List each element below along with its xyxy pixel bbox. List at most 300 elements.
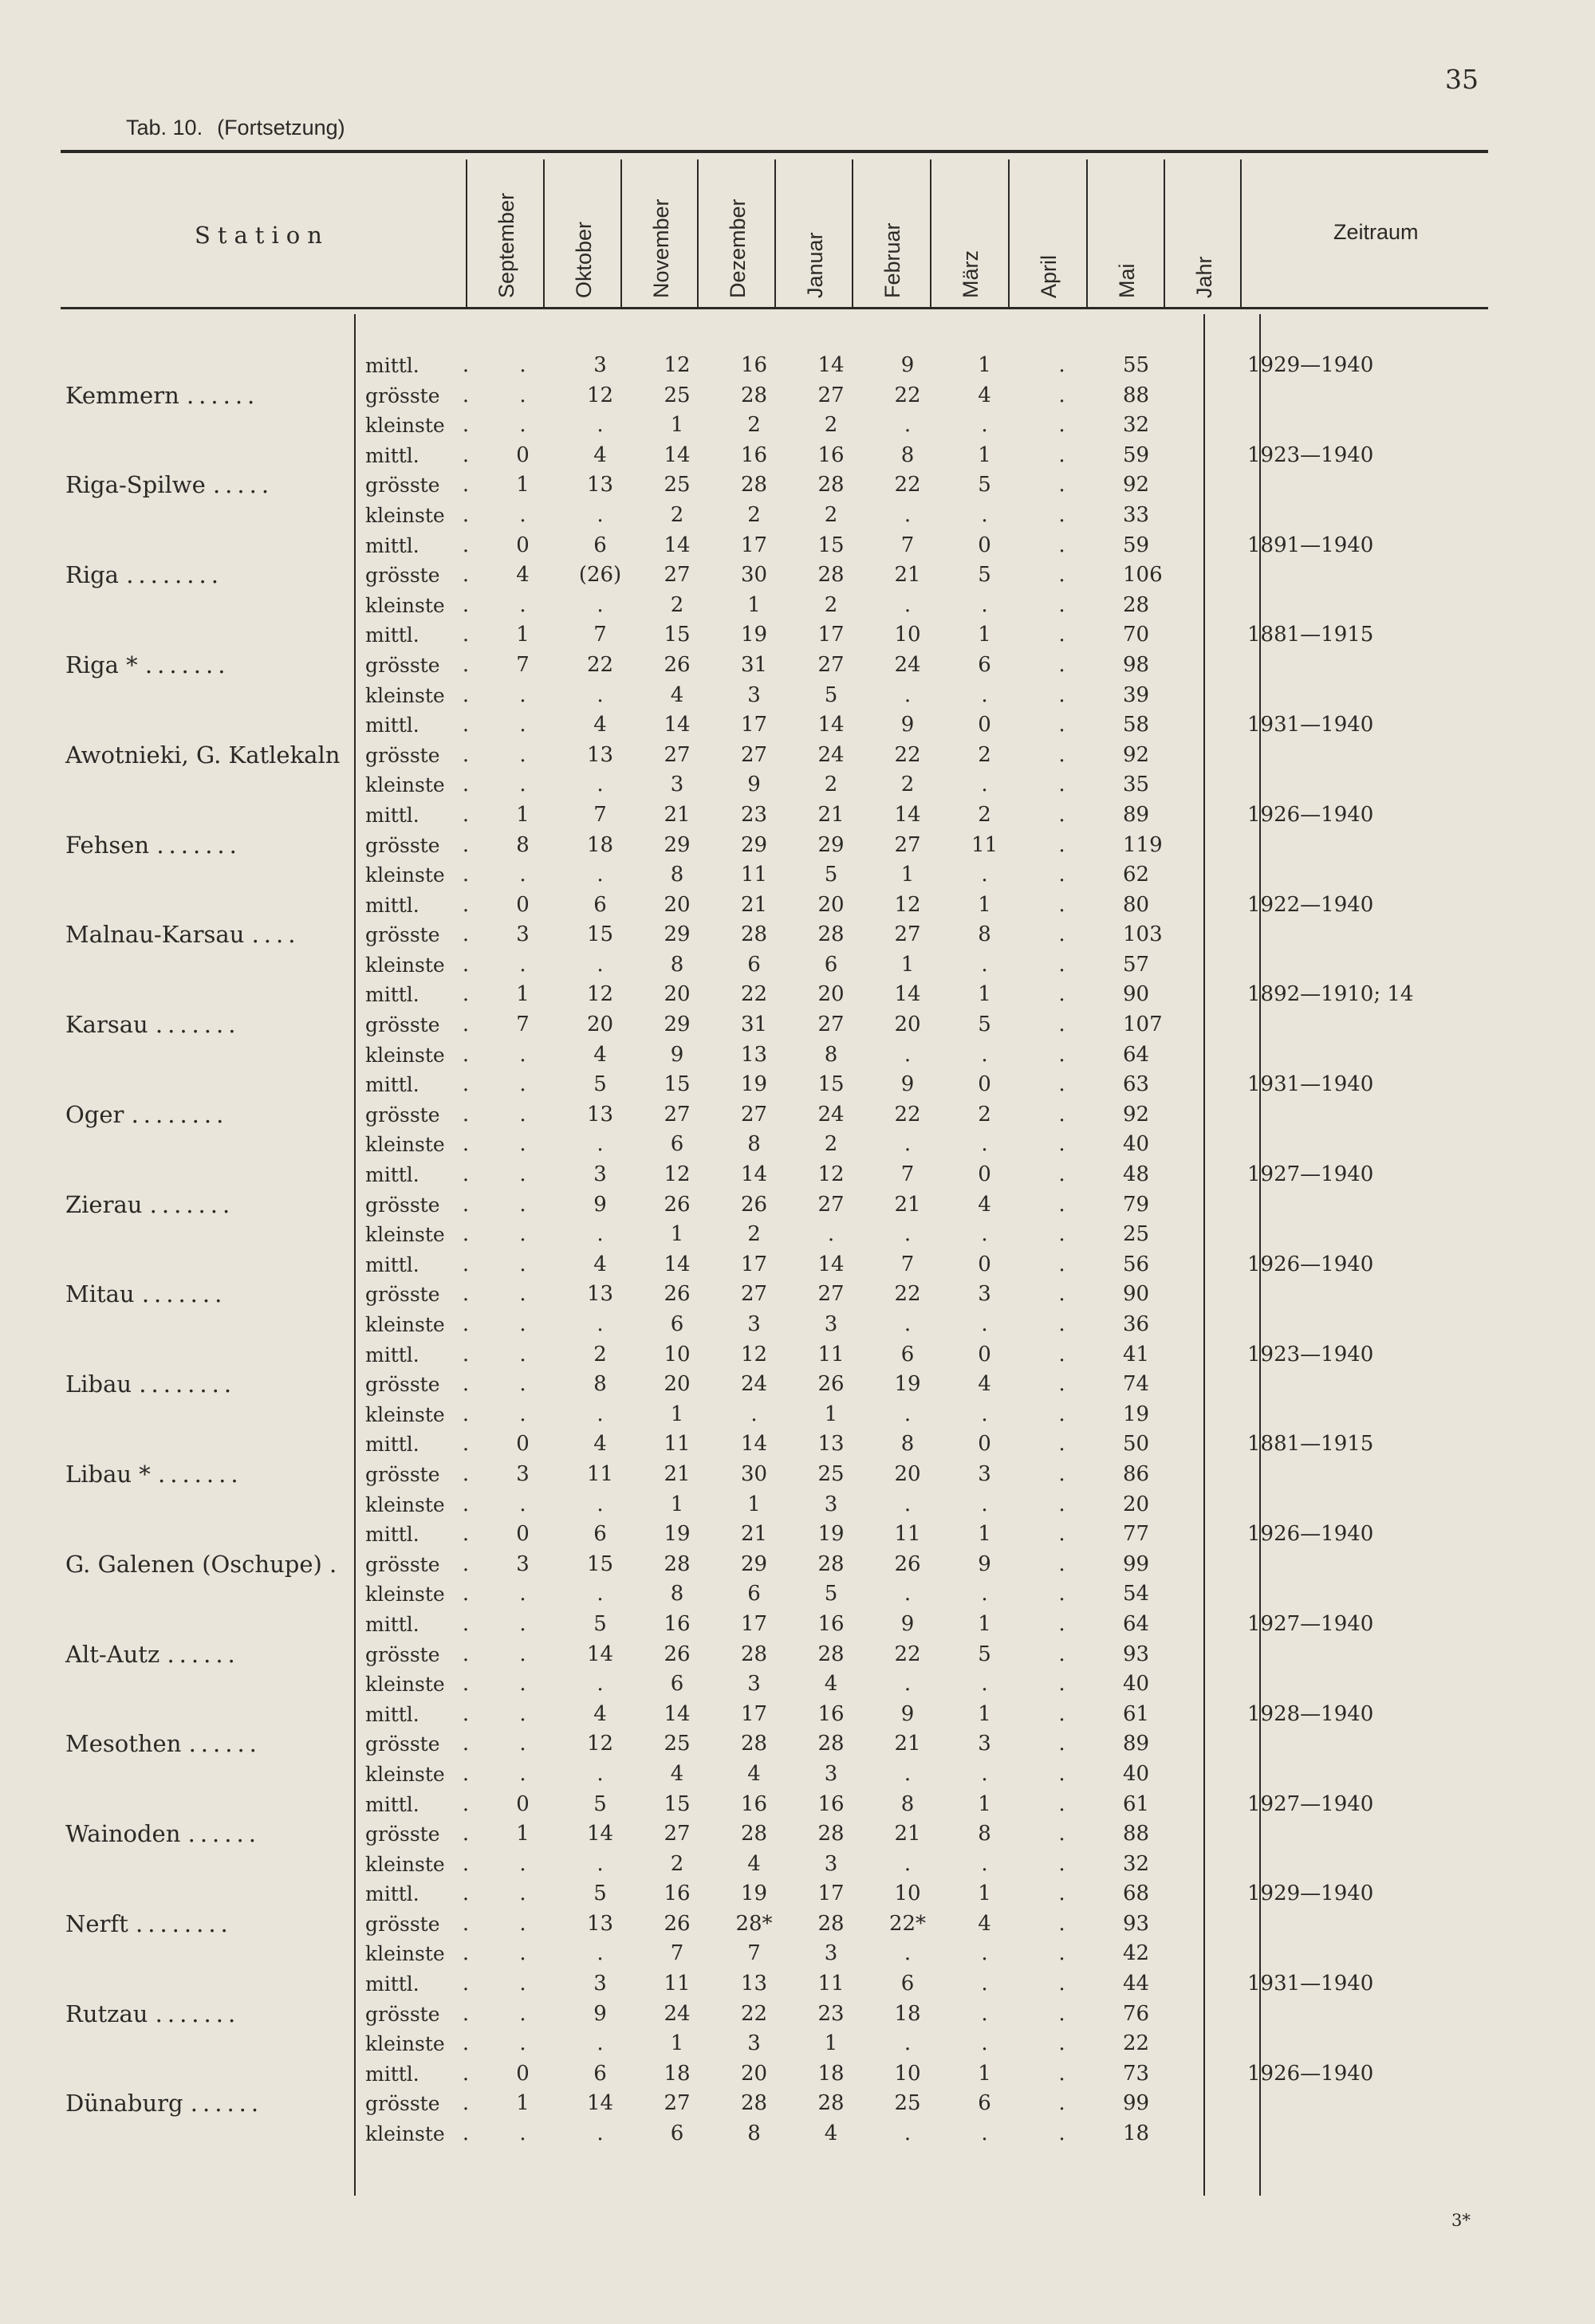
value-cell: 12 <box>894 892 921 917</box>
value-cell: 26 <box>894 1551 921 1576</box>
value-cell: 27 <box>740 742 768 767</box>
zeitraum-cell: 1891—1940 <box>1247 533 1374 557</box>
value-cell: . <box>597 1582 604 1606</box>
value-cell: . <box>462 383 470 407</box>
value-cell: . <box>904 1042 912 1067</box>
value-cell: 1 <box>978 442 991 467</box>
value-cell: 3 <box>978 1282 991 1307</box>
value-cell: 11 <box>817 1342 845 1366</box>
value-cell: 13 <box>586 473 614 497</box>
value-cell: 3 <box>824 1492 838 1516</box>
value-cell: . <box>1058 1013 1065 1037</box>
table-row <box>62 1070 1471 1100</box>
value-cell: . <box>981 682 988 707</box>
value-cell: . <box>1058 713 1065 737</box>
value-cell: 5 <box>593 1882 607 1906</box>
value-cell: 20 <box>664 982 691 1007</box>
leader-dots: ...... <box>167 1640 240 1668</box>
value-cell: . <box>462 1342 470 1366</box>
value-cell: 21 <box>740 1522 768 1547</box>
value-cell: . <box>904 1582 912 1606</box>
value-cell: . <box>1058 892 1065 917</box>
table-row <box>62 1160 1471 1190</box>
row-label: mittl. <box>365 1882 419 1906</box>
data-table <box>62 351 1471 2149</box>
value-cell: 17 <box>740 533 768 557</box>
zeitraum-cell <box>1195 1280 1471 1310</box>
value-cell: 12 <box>586 982 614 1007</box>
value-cell: . <box>597 1941 604 1966</box>
value-cell: 22 <box>894 383 921 407</box>
value-cell: 88 <box>1123 383 1150 407</box>
value-cell: 4 <box>978 1372 991 1397</box>
value-cell: . <box>1058 1282 1065 1307</box>
value-cell: 16 <box>740 442 768 467</box>
value-cell: 15 <box>664 623 691 647</box>
value-cell: . <box>597 1492 604 1516</box>
value-cell: 7 <box>516 652 530 677</box>
value-cell: . <box>519 682 526 707</box>
value-cell: 28 <box>817 473 845 497</box>
row-label: grösste <box>365 923 440 947</box>
value-cell: 20 <box>586 1013 614 1037</box>
value-cell: 2 <box>747 413 761 438</box>
value-cell: 1 <box>747 592 761 617</box>
value-cell: 28 <box>817 1642 845 1666</box>
value-cell: . <box>904 1222 912 1247</box>
value-cell: . <box>1058 1461 1065 1486</box>
value-cell: 33 <box>1123 502 1150 527</box>
value-cell: . <box>1058 832 1065 857</box>
value-cell: 27 <box>817 383 845 407</box>
value-cell: 15 <box>817 533 845 557</box>
value-cell: . <box>462 2091 470 2116</box>
value-cell: 48 <box>1123 1162 1150 1187</box>
table-row <box>62 351 1471 381</box>
value-cell: . <box>1058 1642 1065 1666</box>
value-cell: 21 <box>817 802 845 827</box>
value-cell: 23 <box>740 802 768 827</box>
value-cell: . <box>1058 1911 1065 1936</box>
value-cell: 9 <box>670 1042 684 1067</box>
value-cell: . <box>1058 682 1065 707</box>
value-cell: . <box>462 652 470 677</box>
zeitraum-cell <box>1195 591 1471 621</box>
value-cell: 13 <box>740 1042 768 1067</box>
value-cell: 1 <box>824 2031 838 2056</box>
row-label: grösste <box>365 2002 440 2026</box>
row-label: mittl. <box>365 533 419 557</box>
zeitraum-cell <box>1195 741 1471 771</box>
value-cell: . <box>597 2031 604 2056</box>
value-cell: 19 <box>740 1882 768 1906</box>
value-cell: 26 <box>664 1911 691 1936</box>
value-cell: 88 <box>1123 1822 1150 1846</box>
leader-dots: ........ <box>136 1909 233 1937</box>
zeitraum-cell: 1926—1940 <box>1247 1252 1374 1276</box>
value-cell: 40 <box>1123 1132 1150 1157</box>
value-cell: 4 <box>747 1851 761 1876</box>
value-cell: . <box>1058 952 1065 977</box>
month-header-september: September <box>494 192 518 298</box>
month-header-maerz: März <box>959 250 983 298</box>
table-row <box>62 891 1471 921</box>
zeitraum-cell: 1881—1915 <box>1247 1432 1374 1457</box>
value-cell: . <box>519 413 526 438</box>
value-cell: . <box>981 773 988 797</box>
value-cell: . <box>1058 773 1065 797</box>
row-label: kleinste <box>365 1492 445 1516</box>
value-cell: 56 <box>1123 1252 1150 1276</box>
row-label: mittl. <box>365 893 419 917</box>
table-row <box>62 1790 1471 1820</box>
zeitraum-cell <box>1195 381 1471 411</box>
value-cell: 15 <box>664 1791 691 1816</box>
table-caption <box>126 116 345 140</box>
station-name-cell <box>62 710 359 800</box>
value-cell: 19 <box>664 1522 691 1547</box>
value-cell: . <box>462 413 470 438</box>
value-cell: 12 <box>817 1162 845 1187</box>
value-cell: 8 <box>747 1132 761 1157</box>
row-label: mittl. <box>365 983 419 1007</box>
column-divider <box>620 159 622 308</box>
row-label: mittl. <box>365 354 419 377</box>
station-name: Mitau <box>65 1280 135 1308</box>
value-cell: 28 <box>817 563 845 588</box>
zeitraum-cell <box>1195 1760 1471 1790</box>
value-cell: 4 <box>824 1672 838 1697</box>
station-name: G. Galenen (Oschupe) <box>65 1550 322 1578</box>
column-divider <box>1008 159 1010 308</box>
value-cell: 13 <box>586 1282 614 1307</box>
value-cell: 28 <box>817 1822 845 1846</box>
value-cell: 14 <box>817 1252 845 1276</box>
value-cell: 12 <box>664 353 691 377</box>
value-cell: . <box>981 413 988 438</box>
value-cell: 5 <box>824 863 838 887</box>
zeitraum-cell: 1931—1940 <box>1247 1072 1374 1097</box>
value-cell: . <box>981 1132 988 1157</box>
value-cell: 8 <box>978 1822 991 1846</box>
value-cell: . <box>981 1941 988 1966</box>
column-divider <box>1086 159 1088 308</box>
top-rule <box>61 150 1488 153</box>
value-cell: 8 <box>593 1372 607 1397</box>
value-cell: 106 <box>1123 563 1163 588</box>
value-cell: 22 <box>894 1282 921 1307</box>
value-cell: . <box>981 1582 988 1606</box>
zeitraum-cell <box>1195 1190 1471 1221</box>
station-name: Fehsen <box>65 831 150 859</box>
value-cell: 1 <box>516 802 530 827</box>
value-cell: 15 <box>664 1072 691 1097</box>
zeitraum-cell <box>1195 1100 1471 1131</box>
value-cell: 19 <box>1123 1402 1150 1426</box>
value-cell: . <box>597 952 604 977</box>
value-cell: 44 <box>1123 1972 1150 1996</box>
value-cell: 1 <box>747 1492 761 1516</box>
zeitraum-cell: 1881—1915 <box>1247 623 1374 647</box>
leader-dots: ....... <box>155 1011 241 1039</box>
value-cell: 19 <box>740 623 768 647</box>
value-cell: 28 <box>740 922 768 947</box>
value-cell: 27 <box>664 1822 691 1846</box>
value-cell: 20 <box>740 2061 768 2086</box>
value-cell: . <box>519 1132 526 1157</box>
value-cell: . <box>1058 1732 1065 1756</box>
row-label: grösste <box>365 1823 440 1846</box>
value-cell: 3 <box>670 773 684 797</box>
value-cell: . <box>519 502 526 527</box>
value-cell: . <box>519 1642 526 1666</box>
table-row <box>62 441 1471 471</box>
value-cell: 99 <box>1123 1551 1150 1576</box>
station-name: Riga * <box>65 651 138 678</box>
zeitraum-cell <box>1195 560 1471 591</box>
value-cell: 6 <box>900 1342 915 1366</box>
row-label: grösste <box>365 1732 440 1756</box>
value-cell: 22 <box>894 473 921 497</box>
value-cell: . <box>597 1132 604 1157</box>
value-cell: . <box>519 713 526 737</box>
zeitraum-cell <box>1195 860 1471 891</box>
value-cell: . <box>462 1192 470 1217</box>
value-cell: . <box>904 2121 912 2146</box>
value-cell: . <box>597 1672 604 1697</box>
station-name: Mesothen <box>65 1730 182 1758</box>
value-cell: 17 <box>740 713 768 737</box>
month-header-januar: Januar <box>803 232 827 298</box>
value-cell: 22 <box>894 1102 921 1127</box>
value-cell: . <box>597 1222 604 1247</box>
station-name: Riga <box>65 561 119 589</box>
column-divider <box>1240 159 1242 308</box>
value-cell: . <box>462 863 470 887</box>
value-cell: 28 <box>740 1732 768 1756</box>
value-cell: . <box>462 1013 470 1037</box>
value-cell: 8 <box>747 2121 761 2146</box>
value-cell: 3 <box>593 1162 607 1187</box>
value-cell: 4 <box>593 1042 607 1067</box>
value-cell: 29 <box>664 922 691 947</box>
value-cell: 25 <box>894 2091 921 2116</box>
value-cell: 9 <box>593 2001 607 2026</box>
value-cell: 27 <box>740 1282 768 1307</box>
value-cell: . <box>1058 1072 1065 1097</box>
zeitraum-cell: 1923—1940 <box>1247 1342 1374 1366</box>
value-cell: 5 <box>978 563 991 588</box>
row-label: kleinste <box>365 953 445 977</box>
value-cell: 2 <box>824 1132 838 1157</box>
value-cell: 31 <box>740 1013 768 1037</box>
value-cell: 16 <box>817 442 845 467</box>
value-cell: 11 <box>971 832 998 857</box>
value-cell: 90 <box>1123 982 1150 1007</box>
value-cell: 107 <box>1123 1013 1163 1037</box>
leader-dots: ...... <box>188 1730 262 1758</box>
value-cell: 27 <box>817 1282 845 1307</box>
value-cell: (26) <box>578 563 622 588</box>
value-cell: 28 <box>740 473 768 497</box>
value-cell: 0 <box>516 1522 530 1547</box>
row-label: kleinste <box>365 1673 445 1697</box>
value-cell: 14 <box>740 1432 768 1457</box>
row-label: mittl. <box>365 1073 419 1097</box>
value-cell: . <box>462 1432 470 1457</box>
station-name: Awotnieki, G. Katlekaln <box>65 741 341 769</box>
value-cell: 27 <box>817 652 845 677</box>
value-cell: 41 <box>1123 1342 1150 1366</box>
value-cell: 0 <box>978 713 991 737</box>
value-cell: 3 <box>516 922 530 947</box>
value-cell: . <box>462 592 470 617</box>
value-cell: . <box>1058 533 1065 557</box>
zeitraum-cell: 1926—1940 <box>1247 2061 1374 2086</box>
value-cell: . <box>981 2121 988 2146</box>
value-cell: 11 <box>894 1522 921 1547</box>
row-label: kleinste <box>365 1313 445 1336</box>
value-cell: 5 <box>824 682 838 707</box>
value-cell: 14 <box>817 713 845 737</box>
month-header-februar: Februar <box>880 222 904 298</box>
value-cell: 1 <box>978 1611 991 1636</box>
column-divider <box>774 159 776 308</box>
value-cell: 3 <box>593 353 607 377</box>
value-cell: . <box>462 742 470 767</box>
leader-dots: ....... <box>149 1190 235 1218</box>
table-row <box>62 1250 1471 1280</box>
value-cell: 6 <box>670 1132 684 1157</box>
table-row <box>62 531 1471 561</box>
value-cell: 10 <box>664 1342 691 1366</box>
value-cell: 50 <box>1123 1432 1150 1457</box>
station-name: Dünaburg <box>65 2090 183 2118</box>
value-cell: . <box>904 413 912 438</box>
value-cell: 4 <box>978 383 991 407</box>
value-cell: . <box>981 1042 988 1067</box>
value-cell: 86 <box>1123 1461 1150 1486</box>
value-cell: . <box>597 413 604 438</box>
zeitraum-cell: 1922—1940 <box>1247 892 1374 917</box>
value-cell: 93 <box>1123 1911 1150 1936</box>
value-cell: 11 <box>817 1972 845 1996</box>
value-cell: . <box>462 1042 470 1067</box>
value-cell: . <box>1058 1822 1065 1846</box>
row-label: mittl. <box>365 1702 419 1726</box>
value-cell: . <box>981 1312 988 1336</box>
value-cell: . <box>1058 982 1065 1007</box>
station-name: Malnau-Karsau <box>65 921 245 949</box>
value-cell: . <box>1058 1252 1065 1276</box>
row-label: grösste <box>365 1912 440 1936</box>
value-cell: 7 <box>516 1013 530 1037</box>
value-cell: . <box>519 353 526 377</box>
value-cell: 4 <box>747 1761 761 1786</box>
value-cell: 3 <box>747 682 761 707</box>
value-cell: 9 <box>747 773 761 797</box>
value-cell: . <box>904 592 912 617</box>
value-cell: . <box>981 1972 988 1996</box>
value-cell: 90 <box>1123 1282 1150 1307</box>
zeitraum-cell: 1931—1940 <box>1247 1972 1374 1996</box>
value-cell: 93 <box>1123 1642 1150 1666</box>
value-cell: 54 <box>1123 1582 1150 1606</box>
value-cell: . <box>1058 592 1065 617</box>
leader-dots: ........ <box>131 1100 229 1128</box>
zeitraum-cell <box>1195 831 1471 861</box>
value-cell: 21 <box>894 1192 921 1217</box>
value-cell: . <box>981 502 988 527</box>
row-label: grösste <box>365 833 440 857</box>
value-cell: . <box>1058 1162 1065 1187</box>
value-cell: 21 <box>664 1461 691 1486</box>
value-cell: . <box>1058 1972 1065 1996</box>
value-cell: . <box>1058 442 1065 467</box>
value-cell: 1 <box>670 413 684 438</box>
value-cell: . <box>462 2001 470 2026</box>
value-cell: 59 <box>1123 442 1150 467</box>
value-cell: 28 <box>817 2091 845 2116</box>
month-header-dezember: Dezember <box>726 199 750 298</box>
value-cell: 28 <box>740 1822 768 1846</box>
value-cell: 1 <box>978 982 991 1007</box>
value-cell: 13 <box>586 742 614 767</box>
value-cell: . <box>519 1192 526 1217</box>
value-cell: . <box>904 682 912 707</box>
value-cell: . <box>519 1972 526 1996</box>
value-cell: . <box>1058 2001 1065 2026</box>
value-cell: 0 <box>978 1342 991 1366</box>
value-cell: . <box>462 1761 470 1786</box>
value-cell: 28* <box>735 1911 773 1936</box>
value-cell: . <box>519 1701 526 1726</box>
value-cell: 6 <box>978 652 991 677</box>
value-cell: 9 <box>978 1551 991 1576</box>
value-cell: . <box>1058 802 1065 827</box>
value-cell: 28 <box>664 1551 691 1576</box>
row-label: kleinste <box>365 593 445 617</box>
zeitraum-cell <box>1195 1370 1471 1400</box>
zeitraum-cell <box>1195 920 1471 950</box>
value-cell: . <box>597 1312 604 1336</box>
leader-dots: ...... <box>190 2090 264 2118</box>
value-cell: . <box>519 1882 526 1906</box>
zeitraum-cell: 1931—1940 <box>1247 713 1374 737</box>
value-cell: 17 <box>817 1882 845 1906</box>
value-cell: . <box>519 1611 526 1636</box>
value-cell: 20 <box>664 892 691 917</box>
value-cell: 92 <box>1123 473 1150 497</box>
table-row <box>62 1429 1471 1460</box>
value-cell: . <box>519 1282 526 1307</box>
row-label: grösste <box>365 1552 440 1576</box>
value-cell: 2 <box>900 773 915 797</box>
value-cell: 18 <box>586 832 614 857</box>
value-cell: 14 <box>894 802 921 827</box>
value-cell: . <box>904 1312 912 1336</box>
value-cell: 15 <box>586 922 614 947</box>
value-cell: 2 <box>824 592 838 617</box>
value-cell: 61 <box>1123 1701 1150 1726</box>
value-cell: 6 <box>747 1582 761 1606</box>
value-cell: 2 <box>824 413 838 438</box>
value-cell: 13 <box>740 1972 768 1996</box>
value-cell: 12 <box>664 1162 691 1187</box>
value-cell: 32 <box>1123 1851 1150 1876</box>
station-name-cell <box>62 1520 359 1610</box>
value-cell: . <box>462 442 470 467</box>
